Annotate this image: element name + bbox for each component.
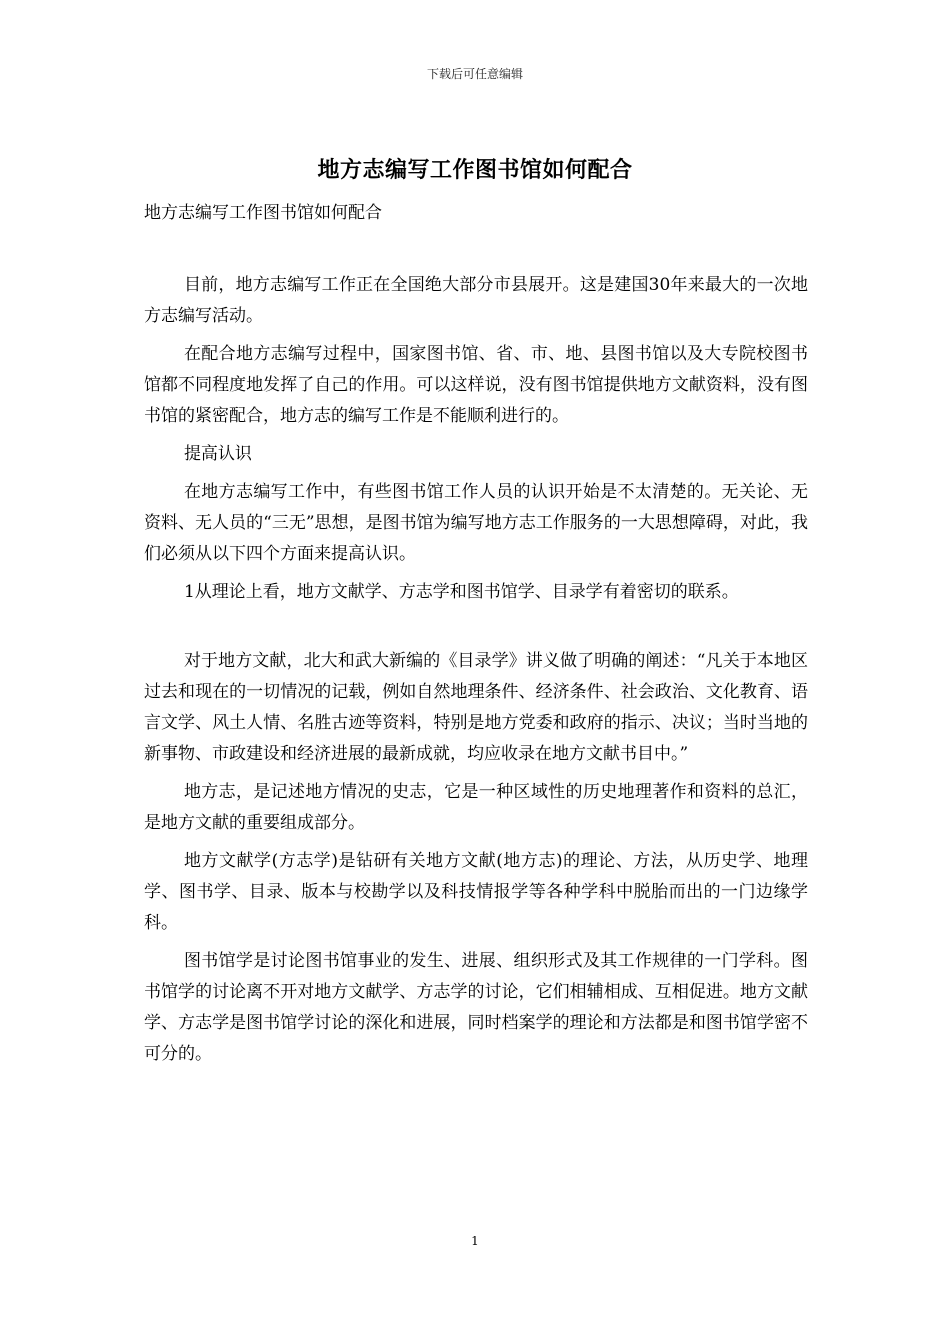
section-heading: 提高认识 [183, 444, 252, 464]
page-number: 1 [471, 1234, 479, 1248]
paragraph-local-chronicle: 地方志，是记述地方情况的史志，它是一种区域性的历史地理著作和资料的总汇，是地方文献的重要组成部分。 [144, 782, 808, 833]
paragraph-awareness: 在地方志编写工作中，有些图书馆工作人员的认识开始是不太清楚的。无关论、无资料、无人员的“三无”思想，是图书馆为编写地方志工作服务的一大思想障碍，对此，我们必须从以下四个方面来提高认识。 [144, 482, 808, 564]
paragraph-point-1: 1从理论上看，地方文献学、方志学和图书馆学、目录学有着密切的联系。 [183, 582, 739, 602]
paragraph-local-literature-study: 地方文献学(方志学)是钻研有关地方文献(地方志)的理论、方法，从历史学、地理学、图书学、目录、版本与校勘学以及科技情报学等各种学科中脱胎而出的一门边缘学科。 [144, 851, 808, 933]
paragraph-role: 在配合地方志编写过程中，国家图书馆、省、市、地、县图书馆以及大专院校图书馆都不同程度地发挥了自己的作用。可以这样说，没有图书馆提供地方文献资料，没有图书馆的紧密配合，地方志的编写工作是不能顺利进行的。 [144, 344, 808, 426]
page-header: 下载后可任意编辑 [426, 67, 523, 81]
paragraph-intro: 目前，地方志编写工作正在全国绝大部分市县展开。这是建国30年来最大的一次地方志编写活动。 [144, 275, 808, 326]
paragraph-definition: 对于地方文献，北大和武大新编的《目录学》讲义做了明确的阐述：“凡关于本地区过去和现在的一切情况的记载，例如自然地理条件、经济条件、社会政治、文化教育、语言文学、风土人情、名胜古迹等资料，特别是地方党委和政府的指示、决议；当时当地的新事物、市政建设和经济进展的最新成就，均应收录在地方文献书目中。” [144, 651, 808, 764]
paragraph-library-science: 图书馆学是讨论图书馆事业的发生、进展、组织形式及其工作规律的一门学科。图书馆学的讨论离不开对地方文献学、方志学的讨论，它们相辅相成、互相促进。地方文献学、方志学是图书馆学讨论的深化和进展，同时档案学的理论和方法都是和图书馆学密不可分的。 [144, 951, 808, 1064]
document-body [144, 270, 808, 1077]
document-subtitle: 地方志编写工作图书馆如何配合 [144, 203, 382, 223]
document-title: 地方志编写工作图书馆如何配合 [317, 157, 633, 183]
